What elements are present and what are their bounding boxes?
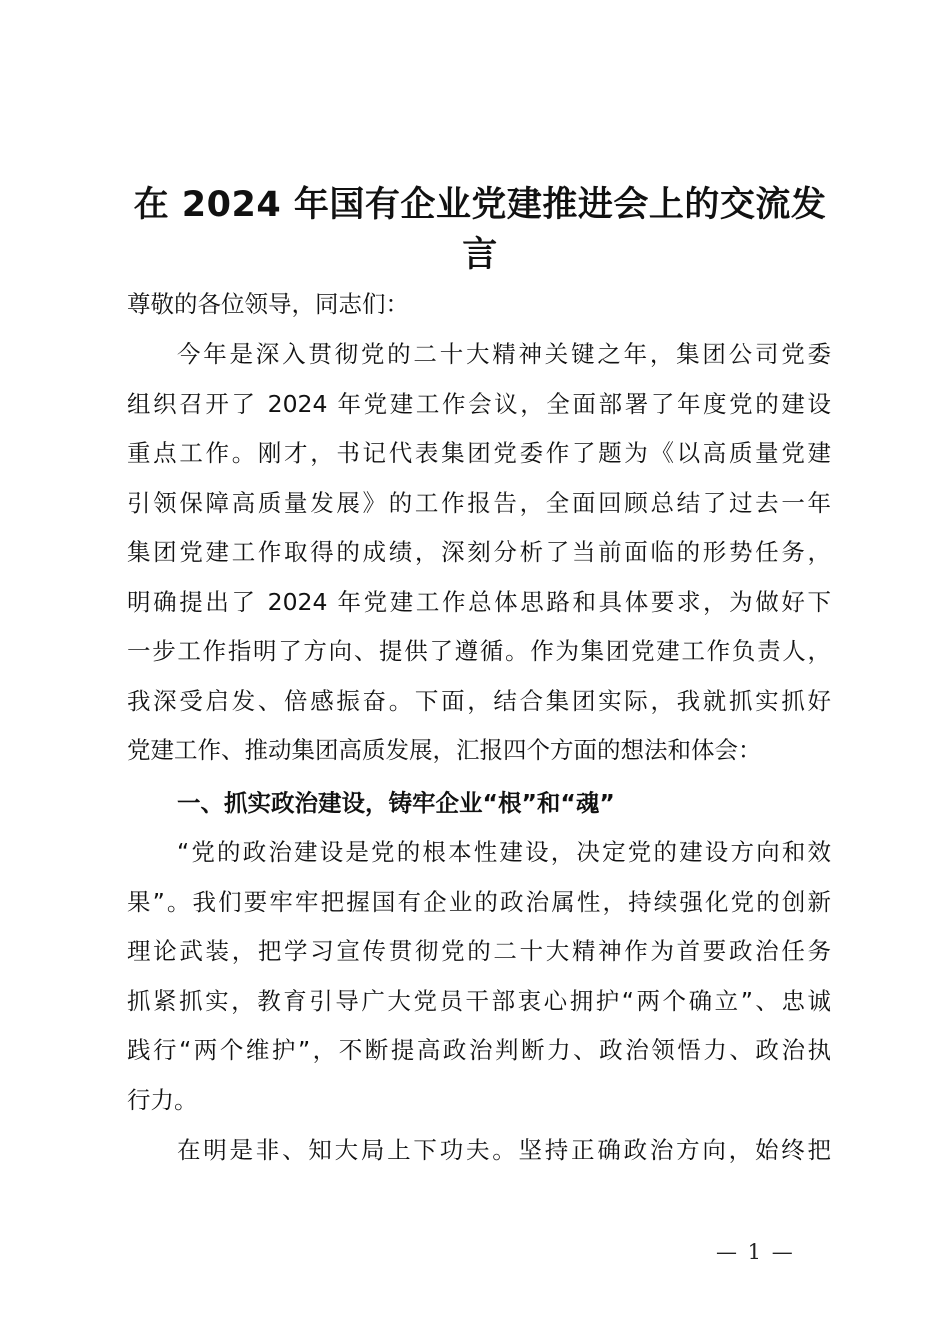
paragraph-line: 组织召开了 2024 年党建工作会议，全面部署了年度党的建设: [127, 389, 831, 418]
paragraph-political-building: [127, 828, 831, 1125]
paragraph-line: 抓紧抓实，教育引导广大党员干部衷心拥护“两个确立”、忠诚: [127, 986, 831, 1015]
paragraph-line: 引领保障高质量发展》的工作报告，全面回顾总结了过去一年: [127, 488, 831, 517]
paragraph-line: 我深受启发、倍感振奋。下面，结合集团实际，我就抓实抓好: [127, 686, 831, 715]
paragraph-line: 果”。我们要牢牢把握国有企业的政治属性，持续强化党的创新: [127, 887, 831, 916]
title-line-2: 言: [462, 235, 498, 275]
paragraph-line: “党的政治建设是党的根本性建设，决定党的建设方向和效: [177, 838, 831, 866]
document-title: [110, 180, 850, 280]
paragraph-right-wrong: [127, 1126, 831, 1176]
paragraph-line: 重点工作。刚才，书记代表集团党委作了题为《以高质量党建: [127, 439, 831, 467]
title-line-1: 在 2024 年国有企业党建推进会上的交流发: [133, 185, 827, 225]
paragraph-line: 党建工作、推动集团高质发展，汇报四个方面的想法和体会：: [127, 736, 762, 764]
page-number: — 1 —: [716, 1240, 795, 1264]
paragraph-line: 集团党建工作取得的成绩，深刻分析了当前面临的形势任务，: [127, 538, 831, 566]
section-heading-1: 一、抓实政治建设，铸牢企业“根”和“魂”: [177, 789, 615, 817]
salutation: 尊敬的各位领导，同志们：: [127, 290, 409, 318]
paragraph-line: 行力。: [127, 1085, 198, 1114]
paragraph-line: 践行“两个维护”，不断提高政治判断力、政治领悟力、政治执: [127, 1036, 831, 1064]
paragraph-line: 明确提出了 2024 年党建工作总体思路和具体要求，为做好下: [127, 587, 831, 616]
paragraph-intro: [127, 330, 831, 776]
paragraph-line: 今年是深入贯彻党的二十大精神关键之年，集团公司党委: [177, 340, 831, 368]
paragraph-line: 理论武装，把学习宣传贯彻党的二十大精神作为首要政治任务: [127, 937, 831, 965]
paragraph-line: 在明是非、知大局上下功夫。坚持正确政治方向，始终把: [177, 1136, 831, 1164]
paragraph-line: 一步工作指明了方向、提供了遵循。作为集团党建工作负责人，: [127, 637, 831, 665]
